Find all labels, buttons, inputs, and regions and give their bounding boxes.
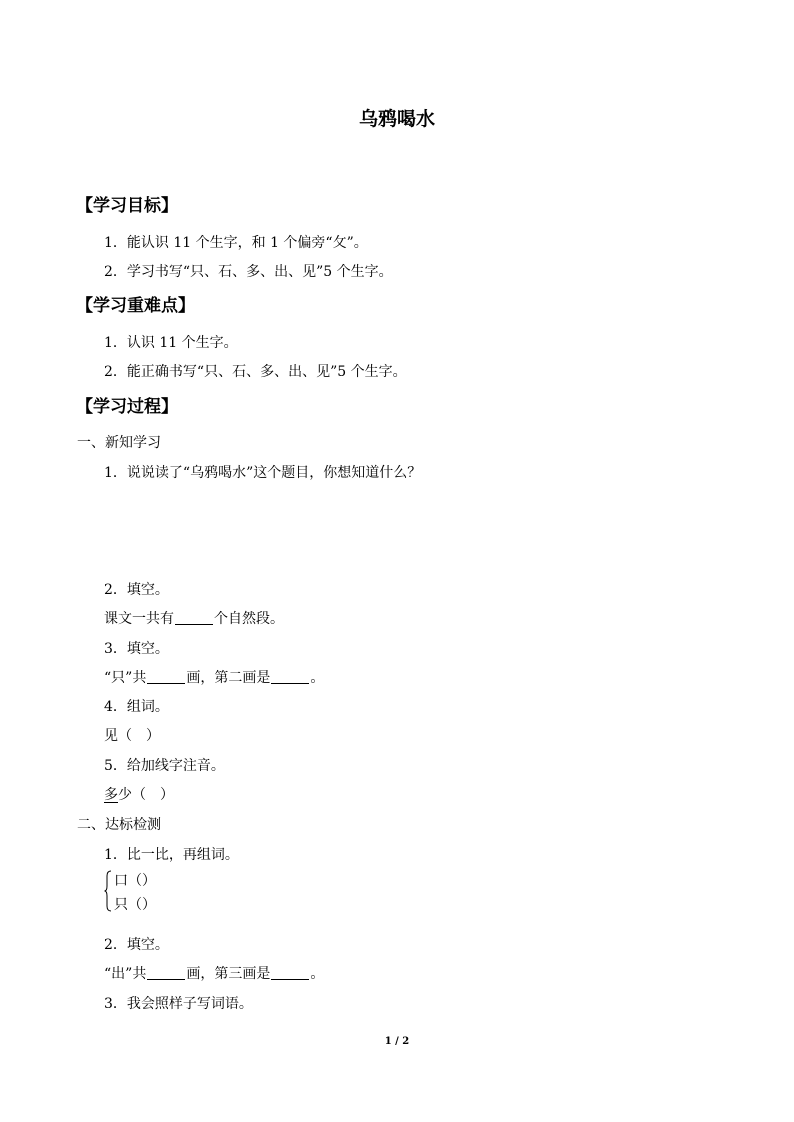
page-number: 1 / 2 (384, 1036, 410, 1047)
fill-text: 。 (310, 966, 325, 982)
question-1: 1．说说读了“乌鸦喝水”这个题目，你想知道什么？ (104, 465, 422, 481)
fill-blank[interactable] (147, 669, 185, 684)
fill-text: 个自然段。 (214, 611, 284, 627)
fill-text: 画，第三画是 (186, 966, 271, 982)
pinyin-blank-text: 少（ ） (118, 787, 174, 803)
question-4-word-line: 见（ ） (104, 728, 160, 744)
question-2-fill-line (104, 608, 284, 628)
key-point-item-1: 1．认识 11 个生字。 (104, 335, 238, 351)
compare-item-2: 只（） (114, 897, 156, 913)
question-3: 3．填空。 (104, 641, 169, 657)
assessment-question-2: 2．填空。 (104, 937, 169, 953)
goal-item-2: 2．学习书写“只、石、多、出、见”5 个生字。 (104, 264, 393, 280)
fill-text: 。 (310, 670, 325, 686)
fill-blank[interactable] (271, 669, 309, 684)
compare-item-1: 口（） (114, 873, 156, 889)
goals-heading: 【学习目标】 (76, 196, 178, 216)
key-point-item-2: 2．能正确书写“只、石、多、出、见”5 个生字。 (104, 364, 407, 380)
fill-text: 画，第二画是 (186, 670, 271, 686)
underlined-character: 多 (104, 787, 118, 803)
question-2: 2．填空。 (104, 582, 169, 598)
key-points-heading: 【学习重难点】 (76, 296, 195, 316)
assessment-question-2-fill-line (104, 963, 324, 983)
fill-text: 课文一共有 (104, 611, 174, 627)
section-assessment: 二、达标检测 (77, 817, 161, 833)
fill-blank[interactable] (271, 965, 309, 980)
fill-text: “只”共 (104, 670, 147, 686)
assessment-question-1: 1．比一比，再组词。 (104, 847, 239, 863)
question-3-fill-line (104, 667, 324, 687)
fill-blank[interactable] (147, 965, 185, 980)
question-5-pinyin-line (104, 784, 174, 804)
goal-item-1: 1．能认识 11 个生字，和 1 个偏旁“攵”。 (104, 235, 368, 251)
process-heading: 【学习过程】 (76, 397, 178, 417)
question-5: 5．给加线字注音。 (104, 758, 225, 774)
fill-blank[interactable] (175, 610, 213, 625)
page-title: 乌鸦喝水 (358, 108, 435, 130)
left-brace-icon (104, 870, 112, 912)
section-new-learning: 一、新知学习 (77, 435, 161, 451)
question-4: 4．组词。 (104, 699, 169, 715)
fill-text: “出”共 (104, 966, 147, 982)
assessment-question-3: 3．我会照样子写词语。 (104, 996, 253, 1012)
